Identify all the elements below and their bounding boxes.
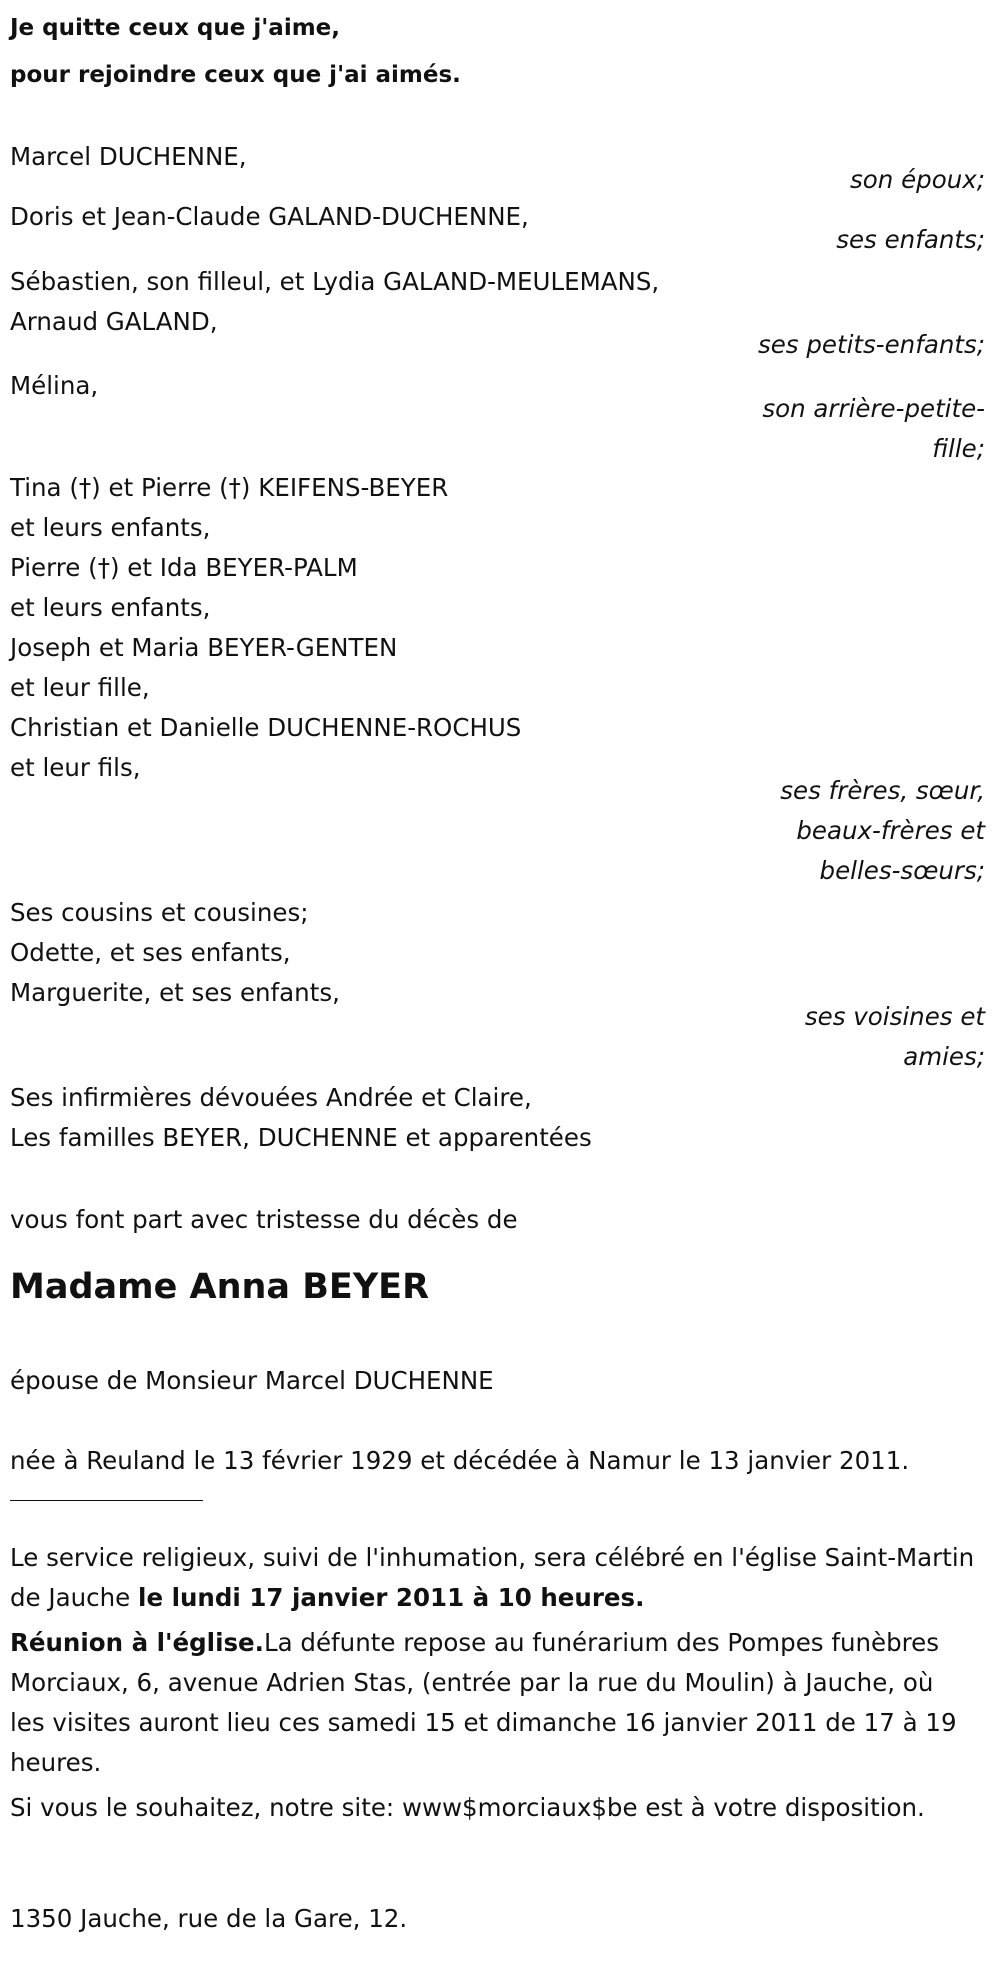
others-line: Ses infirmières dévouées Andrée et Claire,: [10, 1083, 532, 1112]
service-date: le lundi 17 janvier 2011 à 10 heures.: [138, 1583, 645, 1612]
spouse-relation: son époux;: [850, 165, 985, 194]
siblings-relation-2: beaux-frères et: [796, 816, 985, 845]
children-name: Doris et Jean-Claude GALAND-DUCHENNE,: [10, 202, 529, 231]
sibling-line: Christian et Danielle DUCHENNE-ROCHUS: [10, 713, 522, 742]
great-grandchild-relation-1: son arrière-petite-: [762, 394, 985, 423]
sibling-line: et leurs enfants,: [10, 513, 211, 542]
neighbours-relation-1: ses voisines et: [804, 1002, 985, 1031]
spouse-name: Marcel DUCHENNE,: [10, 142, 247, 171]
sibling-line: Pierre (†) et Ida BEYER-PALM: [10, 553, 358, 582]
neighbours-relation-2: amies;: [903, 1042, 985, 1071]
sibling-line: et leurs enfants,: [10, 593, 211, 622]
sibling-line: Tina (†) et Pierre (†) KEIFENS-BEYER: [10, 473, 449, 502]
great-grandchild-name: Mélina,: [10, 371, 99, 400]
siblings-relation-3: belles-sœurs;: [819, 856, 985, 885]
website-paragraph: Si vous le souhaitez, notre site: www$morciaux$be est à votre disposition.: [10, 1793, 925, 1822]
cousins-line: Ses cousins et cousines;: [10, 898, 309, 927]
address: 1350 Jauche, rue de la Gare, 12.: [10, 1904, 408, 1933]
grandchildren-relation: ses petits-enfants;: [757, 330, 985, 359]
deceased-spouse-line: épouse de Monsieur Marcel DUCHENNE: [10, 1366, 494, 1395]
separator-rule: [10, 1500, 203, 1501]
children-relation: ses enfants;: [836, 225, 985, 254]
grandchildren-line-1: Sébastien, son filleul, et Lydia GALAND-MEULEMANS,: [10, 267, 660, 296]
sibling-line: Joseph et Maria BEYER-GENTEN: [10, 633, 398, 662]
funeral-home-text: La défunte repose au funérarium des Pompes funèbres Morciaux, 6, avenue Adrien Stas, (entrée par la rue du Moulin) à Jauche, où les visites auront lieu ces samedi 15 et dimanche 16 janvier 2011 de 17 à 19 heures.: [10, 1628, 957, 1777]
siblings-relation-1: ses frères, sœur,: [780, 776, 985, 805]
motto-line-1: Je quitte ceux que j'aime,: [10, 15, 341, 41]
cousins-line: Odette, et ses enfants,: [10, 938, 291, 967]
sibling-line: et leur fils,: [10, 753, 141, 782]
service-paragraph: [10, 1538, 975, 1618]
funeral-home-paragraph: [10, 1623, 975, 1783]
cousins-line: Marguerite, et ses enfants,: [10, 978, 340, 1007]
sibling-line: et leur fille,: [10, 673, 150, 702]
announcement: vous font part avec tristesse du décès de: [10, 1205, 518, 1234]
service-text: Le service religieux, suivi de l'inhumation, sera célébré en l'église Saint-Martin de Jauche: [10, 1543, 975, 1612]
others-line: Les familles BEYER, DUCHENNE et apparentées: [10, 1123, 592, 1152]
grandchildren-line-2: Arnaud GALAND,: [10, 307, 218, 336]
great-grandchild-relation-2: fille;: [932, 434, 985, 463]
meeting-heading: Réunion à l'église.: [10, 1628, 264, 1657]
deceased-name: Madame Anna BEYER: [10, 1267, 430, 1307]
motto-line-2: pour rejoindre ceux que j'ai aimés.: [10, 62, 461, 88]
deceased-dates: née à Reuland le 13 février 1929 et décédée à Namur le 13 janvier 2011.: [10, 1446, 910, 1475]
